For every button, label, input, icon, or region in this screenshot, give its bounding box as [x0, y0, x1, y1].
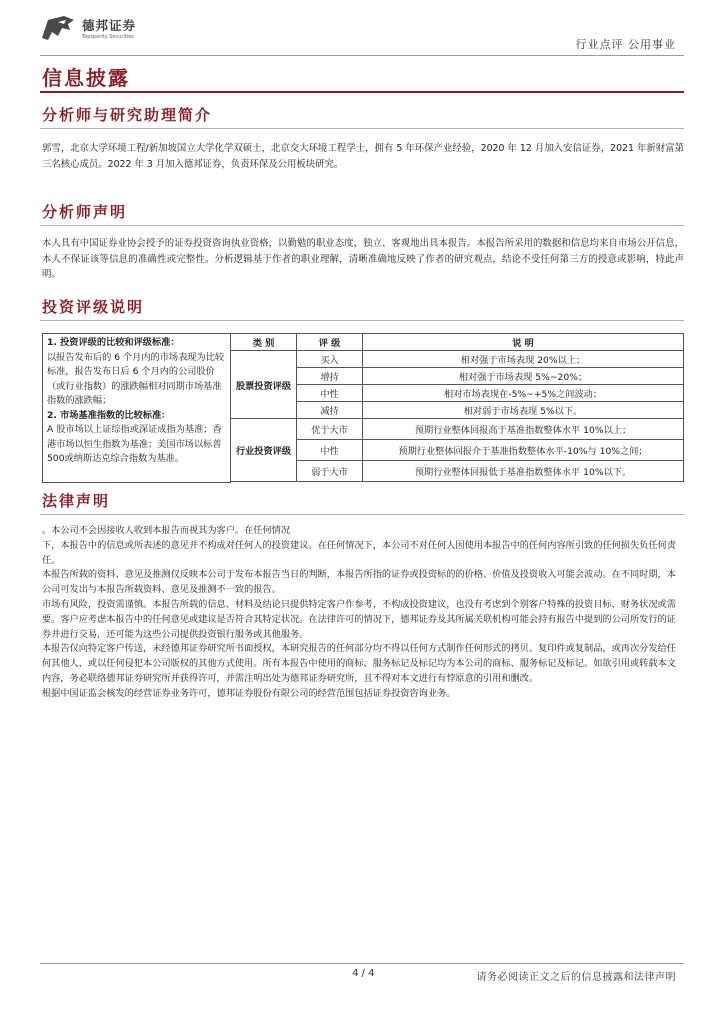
legal-divider [40, 514, 684, 515]
criteria-heading-2: 2. 市场基准指数的比较标准： [47, 409, 171, 421]
report-type-label: 行业点评 公用事业 [575, 38, 676, 51]
title-divider [40, 91, 684, 93]
rating-value: 优于大市 [297, 419, 363, 440]
analyst-statement-divider [40, 225, 684, 226]
rating-description: 相对市场表现在-5%~+5%之间波动； [363, 385, 684, 402]
company-logo-mark-icon [40, 14, 76, 42]
legal-paragraph: 。本公司不会因接收人收到本报告而视其为客户。在任何情况 [42, 525, 291, 536]
rating-value: 买入 [297, 351, 363, 368]
rating-criteria-cell [43, 334, 231, 483]
rating-description: 相对强于市场表现 5%~20%； [363, 368, 684, 385]
rating-value: 中性 [297, 440, 363, 461]
analyst-intro-divider [40, 128, 684, 129]
rating-value: 增持 [297, 368, 363, 385]
analyst-statement-text: 本人具有中国证券业协会授予的证券投资咨询执业资格，以勤勉的职业态度，独立、客观地出具本报告。本报告所采用的数据和信息均来自市场公开信息，本人不保证该等信息的准确性或完整性。分析逻辑基于作者的职业理解，清晰准确地反映了作者的研究观点，结论不受任何第三方的授意或影响，特此声明。 [42, 238, 684, 280]
criteria-text-2: A 股市场以上证综指或深证成指为基准；香港市场以恒生指数为基准；美国市场以标普500或纳斯达克综合指数为基准。 [47, 424, 222, 464]
page-title: 信息披露 [42, 66, 130, 90]
rating-table [42, 333, 684, 483]
legal-paragraph: 市场有风险，投资需谨慎。本报告所载的信息、材料及结论只提供特定客户作参考，不构成投资建议，也没有考虑到个别客户特殊的投资目标、财务状况或需要。客户应考虑本报告中的任何意见或建议是否符合其特定状况。在法律许可的情况下，德邦证券及其所属关联机构可能会持有报告中提到的公司所发行的证券并进行交易，还可能为这些公司提供投资银行服务或其他服务。 [42, 598, 676, 640]
legal-paragraph: 本报告所载的资料、意见及推测仅反映本公司于发布本报告当日的判断，本报告所指的证券或投资标的的价格、价值及投资收入可能会波动。在不同时期，本公司可发出与本报告所载资料、意见及推测不一致的报告。 [42, 569, 676, 596]
column-header-category: 类 别 [231, 334, 297, 351]
criteria-heading-1: 1. 投资评级的比较和评级标准： [47, 337, 180, 348]
rating-description: 相对弱于市场表现 5%以下。 [363, 402, 684, 419]
legal-heading: 法律声明 [42, 492, 111, 510]
criteria-text-1: 以报告发布后的 6 个月内的市场表现为比较标准，报告发布日后 6 个月内的公司股价（或行业指数）的涨跌幅相对同期市场基准指数的涨跌幅； [47, 351, 225, 406]
column-header-description: 说 明 [363, 334, 684, 351]
industry-rating-category: 行业投资评级 [231, 419, 297, 482]
analyst-intro-heading: 分析师与研究助理简介 [42, 106, 213, 124]
logo-company-name: 德邦证券 [82, 18, 137, 33]
legal-paragraph: 根据中国证监会核发的经营证券业务许可，德邦证券股份有限公司的经营范围包括证券投资咨询业务。 [42, 687, 456, 699]
company-logo [40, 14, 160, 44]
rating-description: 预期行业整体回报介于基准指数整体水平-10%与 10%之间； [363, 440, 684, 461]
legal-paragraph: 本报告仅向特定客户传送，未经德邦证券研究所书面授权，本研究报告的任何部分均不得以任何方式制作任何形式的拷贝、复印件或复制品，或再次分发给任何其他人，或以任何侵犯本公司版权的其他方式使用。所有本报告中使用的商标、服务标记及标记均为本公司的商标、服务标记及标记。如欲引用或转载本文内容，务必联络德邦证券研究所并获得许可，并需注明出处为德邦证券研究所，且不得对本文进行有悖原意的引用和删改。 [42, 643, 676, 684]
analyst-intro-text: 郭雪，北京大学环境工程/新加坡国立大学化学双硕士，北京交大环境工程学士，拥有 5 年环保产业经验，2020 年 12 月加入安信证券，2021 年新财富第三名核心成员。2022 年 3 月加入德邦证券，负责环保及公用板块研究。 [42, 143, 684, 170]
rating-divider [40, 320, 684, 321]
column-header-rating: 评 级 [297, 334, 363, 351]
rating-description: 相对强于市场表现 20%以上； [363, 351, 684, 368]
rating-value: 中性 [297, 385, 363, 402]
stock-rating-category: 股票投资评级 [231, 351, 297, 419]
rating-description: 预期行业整体回报高于基准指数整体水平 10%以上； [363, 419, 684, 440]
footer-divider [40, 963, 684, 964]
legal-text [42, 524, 684, 702]
rating-value: 弱于大市 [297, 461, 363, 482]
legal-paragraph: 下，本报告中的信息或所表述的意见并不构成对任何人的投资建议。在任何情况下，本公司不对任何人因使用本报告中的任何内容所引致的任何损失负任何责任。 [42, 539, 676, 566]
logo-company-english-name: Topsperity Securities [82, 34, 134, 40]
header-divider [40, 55, 684, 56]
rating-description: 预期行业整体回报低于基准指数整体水平 10%以下。 [363, 461, 684, 482]
rating-heading: 投资评级说明 [42, 298, 145, 316]
footer-disclaimer: 请务必阅读正文之后的信息披露和法律声明 [476, 972, 676, 983]
rating-value: 减持 [297, 402, 363, 419]
table-header-row [43, 334, 684, 351]
analyst-statement-heading: 分析师声明 [42, 203, 128, 221]
page-number: 4 / 4 [352, 968, 375, 979]
